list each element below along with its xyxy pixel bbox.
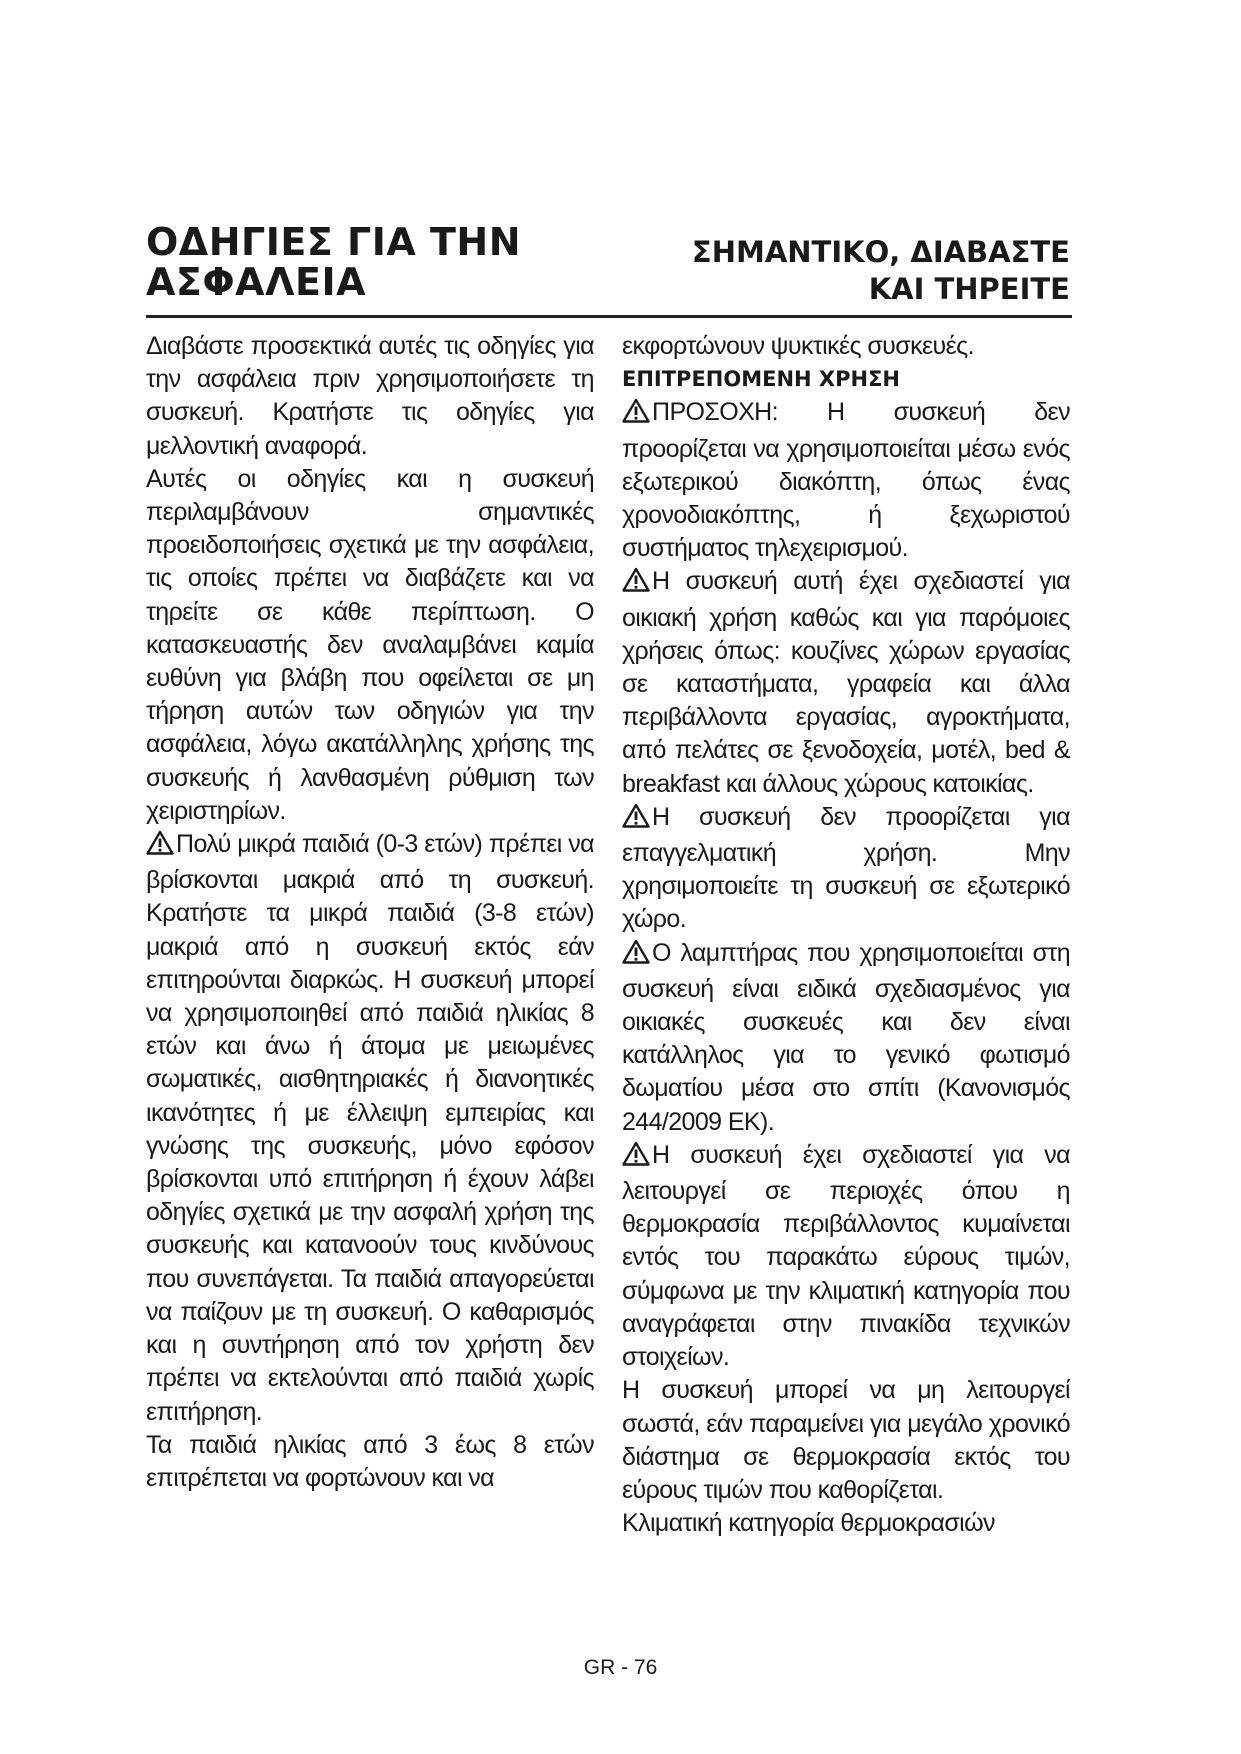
section-subtitle-line-1: ΣΗΜΑΝΤΙΚΟ, ΔΙΑΒΑΣΤΕ: [691, 235, 1070, 269]
professional-use-paragraph: [622, 801, 1070, 937]
children-loading-paragraph: Τα παιδιά ηλικίας από 3 έως 8 ετών επιτρέπεται να φορτώνουν και να: [146, 1430, 594, 1492]
header-divider: [146, 315, 1072, 318]
caution-text: ΠΡΟΣΟΧΗ: Η συσκευή δεν προορίζεται να χρησιμοποιείται μέσω ενός εξωτερικού διακόπτη, όπως ένας χρονοδιακόπτης, ή ξεχωριστού συστήματος τηλεχειρισμού.: [622, 398, 1070, 563]
malfunction-paragraph: Η συσκευή μπορεί να μη λειτουργεί σωστά, εάν παραμείνει για μεγάλο χρονικό διάστημα σε θερμοκρασία εκτός του εύρους τιμών που καθορίζεται.: [622, 1376, 1070, 1504]
section-title-line-1: ΟΔΗΓΙΕΣ ΓΙΑ ΤΗΝ: [146, 220, 522, 264]
continued-text: εκφορτώνουν ψυκτικές συσκευές.: [622, 332, 974, 360]
lamp-paragraph: [622, 937, 1070, 1139]
section-subtitle: [600, 234, 1070, 308]
warning-triangle-icon: [622, 1141, 650, 1175]
household-use-paragraph: [622, 565, 1070, 800]
caution-paragraph: [622, 396, 1070, 565]
right-column: [622, 330, 1070, 1540]
section-title: [146, 222, 666, 302]
warning-triangle-icon: [146, 830, 174, 864]
intro-paragraph: Διαβάστε προσεκτικά αυτές τις οδηγίες για την ασφάλεια πριν χρησιμοποιήσετε τη συσκευή. Κρατήστε τις οδηγίες για μελλοντική αναφορά.: [146, 332, 594, 460]
temperature-text: Η συσκευή έχει σχεδιαστεί για να λειτουργεί σε περιοχές όπου η θερμοκρασία περιβάλλοντος κυμαίνεται εντός του παρακάτω εύρους τιμών, σύμφωνα με την κλιματική κατηγορία που αναγράφεται στην πινακίδα τεχνικών στοιχείων.: [622, 1140, 1070, 1372]
section-title-line-2: ΑΣΦΑΛΕΙΑ: [146, 260, 366, 304]
permitted-use-heading: ΕΠΙΤΡΕΠΟΜΕΝΗ ΧΡΗΣΗ: [622, 367, 901, 392]
warning-triangle-icon: [622, 567, 650, 601]
safety-instructions-paragraph: Αυτές οι οδηγίες και η συσκευή περιλαμβάνουν σημαντικές προειδοποιήσεις σχετικά με την ασφάλεια, τις οποίες πρέπει να διαβάζετε και να τηρείτε σε κάθε περίπτωση. Ο κατασκευαστής δεν αναλαμβάνει καμία ευθύνη για βλάβη που οφείλεται σε μη τήρηση αυτών των οδηγιών για την ασφάλεια, λόγω ακατάλληλης χρήσης της συσκευής ή λανθασμένη ρύθμιση των χειριστηρίων.: [146, 464, 594, 825]
section-subtitle-line-2: ΚΑΙ ΤΗΡΕΙΤΕ: [868, 272, 1070, 306]
warning-triangle-icon: [622, 939, 650, 973]
page-number: GR - 76: [583, 1656, 658, 1679]
household-use-text: Η συσκευή αυτή έχει σχεδιαστεί για οικιακή χρήση καθώς και για παρόμοιες χρήσεις όπως: κουζίνες χώρων εργασίας σε καταστήματα, γραφεία και άλλα περιβάλλοντα εργασίας, αγροκτήματα, από πελάτες σε ξενοδοχεία, μοτέλ, bed & breakfast και άλλους χώρους κατοικίας.: [622, 567, 1070, 798]
temperature-paragraph: [622, 1139, 1070, 1374]
professional-use-text: Η συσκευή δεν προορίζεται για επαγγελματική χρήση. Μην χρησιμοποιείτε τη συσκευή σε εξωτερικό χώρο.: [622, 802, 1070, 934]
lamp-text: Ο λαμπτήρας που χρησιμοποιείται στη συσκευή είναι ειδικά σχεδιασμένος για οικιακές συσκευές και δεν είναι κατάλληλος για το γενικό φωτισμό δωματίου μέσα στο σπίτι (Κανονισμός 244/2009 ΕΚ).: [622, 938, 1070, 1136]
children-warning-paragraph: [146, 828, 594, 1429]
children-warning-text: Πολύ μικρά παιδιά (0-3 ετών) πρέπει να βρίσκονται μακριά από τη συσκευή. Κρατήστε τα μικρά παιδιά (3-8 ετών) μακριά από η συσκευή εκτός εάν επιτηρούνται διαρκώς. Η συσκευή μπορεί να χρησιμοποιηθεί από παιδιά ηλικίας 8 ετών και άνω ή άτομα με μειωμένες σωματικές, αισθητηριακές ή διανοητικές ικανότητες ή με έλλειψη εμπειρίας και γνώσης της συσκευής, μόνο εφόσον βρίσκονται υπό επιτήρηση ή έχουν λάβει οδηγίες σχετικά με την ασφαλή χρήση της συσκευής και κατανοούν τους κινδύνους που συνεπάγεται. Τα παιδιά απαγορεύεται να παίζουν με τη συσκευή. Ο καθαρισμός και η συντήρηση από τον χρήστη δεν πρέπει να εκτελούνται από παιδιά χωρίς επιτήρηση.: [146, 830, 594, 1426]
warning-triangle-icon: [622, 803, 650, 837]
warning-triangle-icon: [622, 398, 650, 432]
left-column: [146, 330, 594, 1495]
climate-class-paragraph: Κλιματική κατηγορία θερμοκρασιών: [622, 1509, 995, 1538]
